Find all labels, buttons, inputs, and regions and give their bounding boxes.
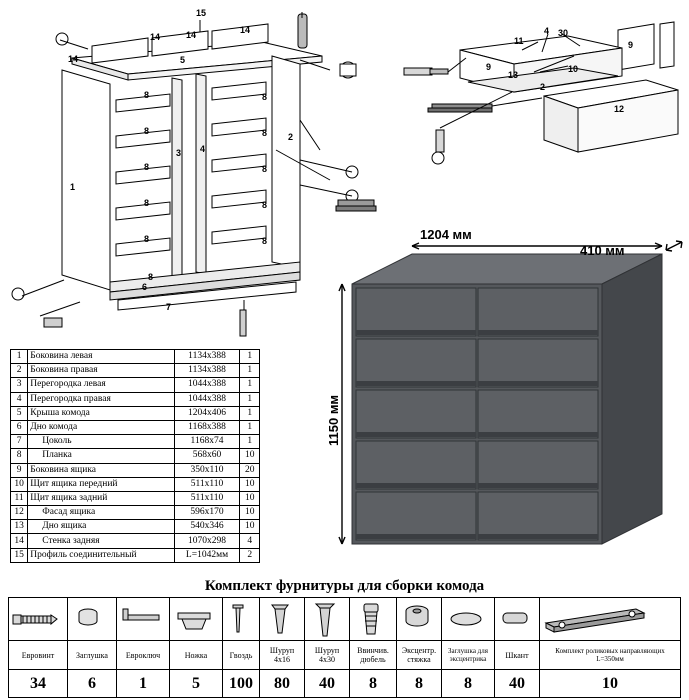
fittings-qty-row [9, 670, 681, 698]
part-number: 11 [11, 491, 28, 505]
part-name: Щит ящика передний [28, 477, 174, 491]
svg-text:14: 14 [186, 30, 197, 40]
part-name: Перегородка правая [28, 392, 174, 406]
euro-screw-icon [9, 598, 68, 641]
part-number: 6 [11, 420, 28, 434]
fitting-quantity: 100 [223, 670, 260, 698]
part-number: 1 [11, 350, 28, 364]
svg-text:8: 8 [144, 162, 150, 172]
table-row [11, 491, 260, 505]
fitting-quantity: 6 [68, 670, 117, 698]
part-name: Цоколь [28, 435, 174, 449]
fitting-name: Заглушка для эксцентрика [442, 641, 495, 670]
svg-text:12: 12 [614, 104, 625, 114]
fitting-quantity: 80 [260, 670, 305, 698]
part-dimension: 1134х388 [174, 364, 240, 378]
part-number: 3 [11, 378, 28, 392]
part-name: Боковина правая [28, 364, 174, 378]
fitting-name: Гвоздь [223, 641, 260, 670]
svg-text:4: 4 [200, 144, 206, 154]
fitting-quantity: 1 [117, 670, 170, 698]
table-row [11, 364, 260, 378]
svg-text:15: 15 [196, 8, 207, 18]
fitting-quantity: 8 [350, 670, 397, 698]
width-dimension-label: 1204 мм [420, 227, 472, 242]
part-dimension: 511х110 [174, 477, 240, 491]
part-dimension: 1044х388 [174, 378, 240, 392]
fittings-table [8, 597, 681, 698]
svg-text:8: 8 [144, 126, 150, 136]
svg-text:10: 10 [568, 64, 579, 74]
part-number: 10 [11, 477, 28, 491]
table-row [11, 350, 260, 364]
part-quantity: 10 [240, 491, 260, 505]
nail-icon [223, 598, 260, 641]
part-quantity: 2 [240, 548, 260, 562]
part-dimension: 596х170 [174, 506, 240, 520]
part-quantity: 1 [240, 420, 260, 434]
part-name: Дно ящика [28, 520, 174, 534]
part-name: Щит ящика задний [28, 491, 174, 505]
part-number: 4 [11, 392, 28, 406]
part-dimension: 1204х406 [174, 406, 240, 420]
svg-text:8: 8 [144, 234, 150, 244]
table-row [11, 463, 260, 477]
svg-text:8: 8 [262, 164, 268, 174]
table-row [11, 520, 260, 534]
svg-text:8: 8 [144, 198, 150, 208]
parts-table [10, 349, 260, 563]
eccentric-tie-icon [397, 598, 442, 641]
part-dimension: 540х346 [174, 520, 240, 534]
svg-text:9: 9 [486, 62, 492, 72]
cap-icon [68, 598, 117, 641]
euro-key-icon [117, 598, 170, 641]
part-dimension: 1168х388 [174, 420, 240, 434]
dowel-icon [495, 598, 540, 641]
part-number: 5 [11, 406, 28, 420]
part-number: 15 [11, 548, 28, 562]
part-quantity: 4 [240, 534, 260, 548]
part-quantity: 1 [240, 392, 260, 406]
fitting-name: Заглушка [68, 641, 117, 670]
part-number: 14 [11, 534, 28, 548]
svg-text:2: 2 [288, 132, 294, 142]
part-name: Планка [28, 449, 174, 463]
part-quantity: 1 [240, 350, 260, 364]
fitting-name: Шкант [495, 641, 540, 670]
svg-text:14: 14 [68, 54, 79, 64]
fitting-name: Евровинт [9, 641, 68, 670]
part-number: 7 [11, 435, 28, 449]
eccentric-cap-icon [442, 598, 495, 641]
table-row [11, 506, 260, 520]
screw-4x16-icon [260, 598, 305, 641]
part-quantity: 20 [240, 463, 260, 477]
part-quantity: 1 [240, 378, 260, 392]
fitting-quantity: 34 [9, 670, 68, 698]
fitting-name: Ножка [170, 641, 223, 670]
part-name: Крыша комода [28, 406, 174, 420]
fitting-name: Шуруп 4х30 [305, 641, 350, 670]
part-name: Дно комода [28, 420, 174, 434]
table-row [11, 420, 260, 434]
part-number: 8 [11, 449, 28, 463]
part-name: Стенка задняя [28, 534, 174, 548]
part-dimension: 568х60 [174, 449, 240, 463]
fitting-quantity: 40 [495, 670, 540, 698]
svg-text:8: 8 [262, 128, 268, 138]
svg-text:14: 14 [150, 32, 161, 42]
part-number: 2 [11, 364, 28, 378]
svg-text:9: 9 [628, 40, 634, 50]
svg-text:1: 1 [70, 182, 76, 192]
part-quantity: 1 [240, 406, 260, 420]
table-row [11, 449, 260, 463]
part-quantity: 10 [240, 506, 260, 520]
screw-4x30-icon [305, 598, 350, 641]
part-quantity: 1 [240, 364, 260, 378]
fitting-quantity: 8 [397, 670, 442, 698]
svg-text:4: 4 [544, 26, 550, 36]
depth-dimension-label: 410 мм [580, 243, 625, 258]
svg-text:8: 8 [262, 236, 268, 246]
fitting-name: Ввинчив. дюбель [350, 641, 397, 670]
svg-text:8: 8 [148, 272, 154, 282]
fitting-quantity: 40 [305, 670, 350, 698]
drawer-assembly-diagram [392, 6, 689, 166]
table-row [11, 392, 260, 406]
svg-text:2: 2 [540, 82, 546, 92]
part-name: Фасад ящика [28, 506, 174, 520]
fittings-names-row [9, 641, 681, 670]
fitting-name: Шуруп 4х16 [260, 641, 305, 670]
svg-text:8: 8 [262, 92, 268, 102]
svg-text:3: 3 [176, 148, 182, 158]
fitting-quantity: 8 [442, 670, 495, 698]
fitting-name: Евроключ [117, 641, 170, 670]
table-row [11, 406, 260, 420]
svg-text:8: 8 [262, 200, 268, 210]
svg-text:5: 5 [180, 55, 186, 65]
fitting-quantity: 10 [540, 670, 681, 698]
part-name: Боковина левая [28, 350, 174, 364]
part-quantity: 10 [240, 520, 260, 534]
part-dimension: 1044х388 [174, 392, 240, 406]
table-row [11, 477, 260, 491]
table-row [11, 378, 260, 392]
fitting-name: Комплект роликовых направляющих L=350мм [540, 641, 681, 670]
part-quantity: 10 [240, 477, 260, 491]
svg-text:13: 13 [508, 70, 519, 80]
table-row [11, 435, 260, 449]
part-dimension: 1168х74 [174, 435, 240, 449]
screw-in-dowel-icon [350, 598, 397, 641]
svg-text:8: 8 [144, 90, 150, 100]
fittings-icons-row [9, 598, 681, 641]
part-name: Профиль соединительный [28, 548, 174, 562]
part-dimension: 511х110 [174, 491, 240, 505]
part-quantity: 1 [240, 435, 260, 449]
part-dimension: 350х110 [174, 463, 240, 477]
part-name: Перегородка левая [28, 378, 174, 392]
table-row [11, 534, 260, 548]
part-dimension: L=1042мм [174, 548, 240, 562]
svg-text:14: 14 [240, 25, 251, 35]
cabinet-3d-render [326, 227, 689, 566]
leg-icon [170, 598, 223, 641]
fittings-title: Комплект фурнитуры для сборки комода [204, 578, 485, 594]
part-number: 9 [11, 463, 28, 477]
part-quantity: 10 [240, 449, 260, 463]
part-number: 13 [11, 520, 28, 534]
fitting-quantity: 5 [170, 670, 223, 698]
svg-text:11: 11 [514, 36, 524, 46]
part-number: 12 [11, 506, 28, 520]
svg-text:30: 30 [558, 28, 569, 38]
part-dimension: 1070х298 [174, 534, 240, 548]
table-row [11, 548, 260, 562]
roller-guides-icon [540, 598, 681, 641]
part-dimension: 1134х388 [174, 350, 240, 364]
height-dimension-label: 1150 мм [326, 394, 341, 446]
svg-text:6: 6 [142, 282, 148, 292]
fitting-name: Эксцентр. стяжка [397, 641, 442, 670]
part-name: Боковина ящика [28, 463, 174, 477]
svg-text:7: 7 [166, 302, 172, 312]
